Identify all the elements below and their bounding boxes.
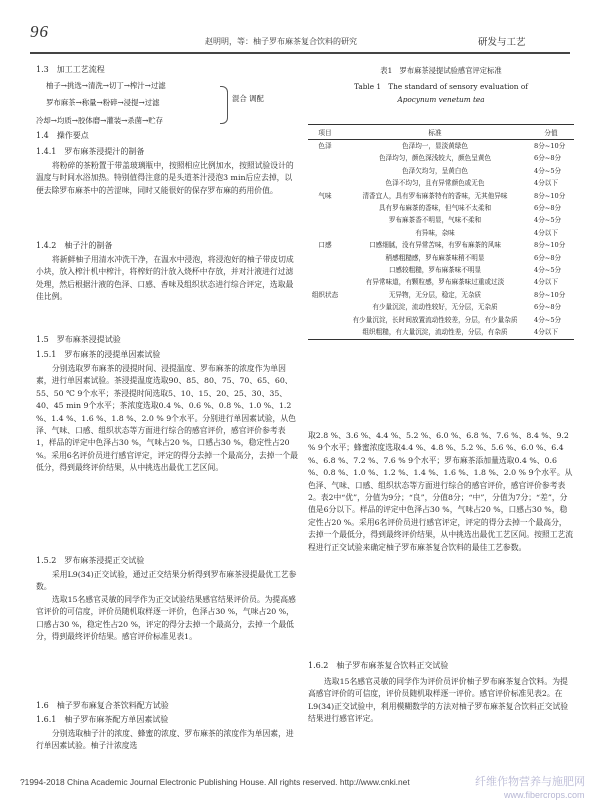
table-cell-score: 6分~8分 — [534, 154, 562, 163]
flow-mix: 混合 调配 — [232, 94, 264, 103]
table-row — [308, 140, 574, 153]
table-cell-score: 4分以下 — [534, 179, 558, 188]
heading-1-4-1: 1.4.1 罗布麻茶浸提汁的制备 — [36, 147, 145, 156]
table-cell-standard: 无异物，无分层，稳定，无杂质 — [388, 290, 482, 299]
heading-1-6-2: 1.6.2 柚子罗布麻茶复合饮料正交试验 — [308, 661, 449, 670]
table-row — [308, 190, 574, 202]
table-row — [308, 165, 574, 177]
table-cell-standard: 组织粗糙，有大量沉淀，流动性差，分层，有杂质 — [342, 326, 528, 339]
table-cell-standard: 色泽均匀，颜色深浅较大，颜色呈黄色 — [378, 154, 492, 163]
table-header-score: 分值 — [528, 125, 574, 140]
table-row — [308, 326, 574, 339]
table-cell-score: 4分~5分 — [534, 266, 562, 275]
para-1-6-1-text: 分别选取柚子汁的浓度、蜂蜜的浓度、罗布麻茶的浓度作为单因素，进行单因素试验。柚子汁浓度选 — [36, 729, 294, 751]
table-cell-score: 6分~8分 — [534, 204, 562, 213]
table-caption-en-1: Table 1 The standard of sensory evaluation of — [354, 82, 528, 91]
table-row — [308, 239, 574, 251]
para-1-5-1-text: 分别选取罗布麻茶的浸提时间、浸提温度、罗布麻茶的浓度作为单因素，进行单因素试验。茶浸提温度选取90、85、80、75、70、65、60、55、50 ℃ 9个水平；茶浸提时间选取5、10、15、20、25、30、35、40、45 min 9个水平；茶浓度选取0.4 %、0.6 %、0.8 %、1.0 %、1.2 %、1.4 %、1.6 %、1.8 %、2.0 % 9个水平。分别进行单因素试验，从色泽、气味、口感、组织状态等方面进行综合的感官评价，感官评价参考表1，样品的评定中色泽占30 %，气味占20 %，口感占30 %，稳定性占20 %。采用6名评价员进行感官评定，评定的得分去掉一个最高分，去掉一个最低分，得到最终评价结果，从中挑选出最优工艺区间。 — [36, 364, 298, 473]
table-cell-score: 4分~5分 — [534, 216, 562, 225]
table-cell-score: 4分以下 — [528, 326, 574, 339]
table-header-standard: 标准 — [342, 125, 528, 140]
flow-row-final: 冷却→均质→胶体磨→灌装→杀菌→贮存 — [36, 116, 164, 125]
copyright-footer: ?1994-2018 China Academic Journal Electronic Publishing House. All rights reserved. http://www.cnki.net — [20, 777, 410, 787]
table-row — [308, 152, 574, 164]
table-cell-standard: 罗布麻茶香不明显，气味不柔和 — [388, 216, 482, 225]
para-1-5-2-a: 采用L9(34)正交试验，通过正交结果分析得到罗布麻茶浸提最优工艺参数。 — [36, 570, 297, 592]
para-1-5-1 — [36, 363, 298, 475]
table-row — [308, 289, 574, 301]
table-cell-score: 8分~10分 — [534, 191, 566, 200]
table-cell-item — [308, 152, 342, 164]
table-cell-item — [308, 252, 342, 264]
flow-brace — [220, 86, 228, 124]
para-1-5-2-b: 选取15名感官灵敏的同学作为正交试验结果感官结果评价员。为提高感官评价的可信度，评价员随机取样逐一评价，色泽占30 %，气味占20 %，口感占30 %，稳定性占20 %，评定的得分去掉一个最高分，去掉一个最低分，得到最终评价结果。感官评价标准见表1。 — [36, 594, 296, 642]
table-cell-item: 口感 — [318, 241, 332, 250]
table-cell-standard: 有异味，杂味 — [415, 228, 455, 237]
heading-1-4-2: 1.4.2 柚子汁的制备 — [36, 241, 113, 250]
table-cell-score: 4分~5分 — [534, 166, 562, 175]
table-cell-score: 4分以下 — [534, 278, 558, 287]
para-1-6-1-cont — [308, 430, 574, 554]
table-row — [308, 252, 574, 264]
table-cell-item: 气味 — [318, 191, 332, 200]
table-cell-score: 8分~10分 — [534, 290, 566, 299]
para-1-5-2 — [36, 569, 298, 643]
sensory-standard-table — [308, 124, 574, 340]
table-cell-standard: 有异常味道，有颗粒感，罗布麻茶味过重或过淡 — [365, 278, 505, 287]
table-cell-score: 6分~8分 — [534, 303, 562, 312]
table-cell-standard: 清香宜人，具有罗布麻茶特有的香味，无其他异味 — [362, 191, 508, 200]
table-cell-standard: 有少量沉淀，长时间放置流动性较差，分层，有少量杂质 — [352, 315, 518, 324]
table-row — [308, 264, 574, 276]
table-header-row — [308, 125, 574, 140]
para-1-6-1-cont-text: 取2.8 %、3.6 %、4.4 %、5.2 %、6.0 %、6.8 %、7.6 %、8.4 %、9.2 % 9个水平；蜂蜜浓度选取4.4 %、4.8 %、5.2 %、5.6 %、6.0 %、6.4 %、6.8 %、7.2 %、7.6 % 9个水平；罗布麻茶添加量选取0.4 %、0.6 %、0.8 %、1.0 %、1.2 %、1.4 %、1.6 %、1.8 %、2.0 % 9个水平。从色泽、气味、口感、组织状态等方面进行综合的感官评价，感官评价参考表2。表2中“优”，分值为9分；“良”，分值8分；“中”，分值为7分；“差”，分值是6分以下。样品的评定中色泽占30 %，气味占20 %，口感占30 %，稳定性占20 %。采用6名评价员进行感官评定，评定的得分去掉一个最高分，去掉一个最低分，得到最终评价结果，从中挑选出最优工艺区间。按照工艺流程进行正交试验来确定柚子罗布麻茶复合饮料的最佳工艺参数。 — [308, 431, 574, 552]
table-cell-standard: 有少量沉淀，流动性较好，无分层，无杂质 — [372, 303, 498, 312]
table-cell-item — [308, 165, 342, 177]
heading-1-5: 1.5 罗布麻茶浸提试验 — [36, 335, 121, 344]
table-cell-standard: 口感较粗糙，罗布麻茶味不明显 — [388, 266, 482, 275]
running-title: 赵明明，等：柚子罗布麻茶复合饮料的研究 — [205, 37, 357, 46]
table-cell-item: 色泽 — [318, 142, 332, 150]
para-1-6-2-text: 选取15名感官灵敏的同学作为评价员评价柚子罗布麻茶复合饮料。为提高感官评价的可信度，评价员随机取样逐一评价。感官评价标准见表2。在L9(34)正交试验中，利用模糊数学的方法对柚子罗布麻茶复合饮料正交试验结果进行感官评定。 — [308, 677, 569, 724]
table-cell-item — [308, 314, 342, 326]
table-cell-score: 6分~8分 — [534, 253, 562, 262]
table-row — [308, 177, 574, 189]
flow-row-tea: 罗布麻茶→称量→粉碎→浸提→过滤 — [46, 98, 160, 107]
table-cell-standard: 具有罗布麻茶的香味，但气味不太柔和 — [378, 204, 492, 213]
table-caption-en-2: Apocynum venetum tea — [397, 95, 485, 104]
table-row — [308, 202, 574, 214]
table-header-item: 项目 — [308, 125, 342, 140]
para-1-6-1 — [36, 728, 298, 753]
table-cell-standard: 色泽均一，显淡黄绿色 — [402, 142, 468, 150]
heading-1-6: 1.6 柚子罗布麻复合茶饮料配方试验 — [36, 701, 169, 710]
table-cell-item — [308, 227, 342, 239]
para-1-4-1 — [36, 160, 298, 197]
para-1-6-2 — [308, 676, 574, 726]
heading-1-6-1: 1.6.1 柚子罗布麻茶配方单因素试验 — [36, 715, 169, 724]
table-row — [308, 214, 574, 226]
table-cell-item — [308, 326, 342, 339]
table-cell-standard: 口感细腻，没有异常苦味，有罗布麻茶的风味 — [369, 241, 501, 250]
para-1-4-2 — [36, 254, 298, 304]
table-row — [308, 301, 574, 313]
table-cell-item — [308, 177, 342, 189]
section-label: 研发与工艺 — [478, 37, 526, 48]
table-caption-cn: 表1 罗布麻茶浸提试验感官评定标准 — [380, 66, 502, 75]
para-1-4-2-text: 将新鲜柚子用清水冲洗干净，在温水中浸泡，将浸泡好的柚子带皮切成小块，放入榨汁机中榨汁，将榨好的汁放入烧杯中存放，并对汁液进行过滤处理，然后根据汁液的色泽、口感、香味及组织状态进行综合评定，选取最佳比例。 — [36, 255, 294, 302]
table-cell-score: 8分~10分 — [534, 241, 566, 250]
table-cell-item — [308, 202, 342, 214]
table-cell-standard: 色泽欠均匀，呈黄白色 — [402, 166, 468, 175]
table-row — [308, 227, 574, 239]
table-cell-standard: 色泽不均匀，且有异常颜色或无色 — [385, 179, 485, 188]
table-cell-item — [308, 276, 342, 288]
watermark-url: www.fibercrops.com — [504, 790, 585, 800]
table-cell-standard: 稍感粗糙感，罗布麻茶味稍不明显 — [385, 253, 485, 262]
heading-1-5-1: 1.5.1 罗布麻茶的浸提单因素试验 — [36, 350, 161, 359]
table-row — [308, 276, 574, 288]
heading-1-5-2: 1.5.2 罗布麻茶浸提正交试验 — [36, 556, 145, 565]
flow-row-pomelo: 柚子→挑选→清洗→切丁→榨汁→过滤 — [46, 81, 166, 90]
watermark-cn: 纤维作物营养与施肥网 — [475, 775, 585, 788]
table-cell-score: 4分~5分 — [534, 315, 562, 324]
table-cell-item: 组织状态 — [311, 290, 339, 299]
table-row — [308, 314, 574, 326]
table-cell-item — [308, 264, 342, 276]
header-rule — [30, 52, 570, 54]
table-cell-item — [308, 214, 342, 226]
heading-1-4: 1.4 操作要点 — [36, 131, 89, 140]
page-number: 96 — [30, 22, 49, 41]
table-cell-score: 4分以下 — [534, 228, 558, 237]
para-1-4-1-text: 将粉碎的茶粉置于带盖玻璃瓶中，按照相应比例加水，按照试验设计的温度与时间水浴加热。特别值得注意的是头道茶汁浸泡3 min后应去掉，以便去除罗布麻茶中的苦涩味，同时又能很好的保存罗布麻的药用价值。 — [36, 161, 294, 195]
table-cell-score: 8分~10分 — [534, 142, 566, 150]
table-cell-item — [308, 301, 342, 313]
heading-1-3: 1.3 加工工艺流程 — [36, 65, 105, 74]
